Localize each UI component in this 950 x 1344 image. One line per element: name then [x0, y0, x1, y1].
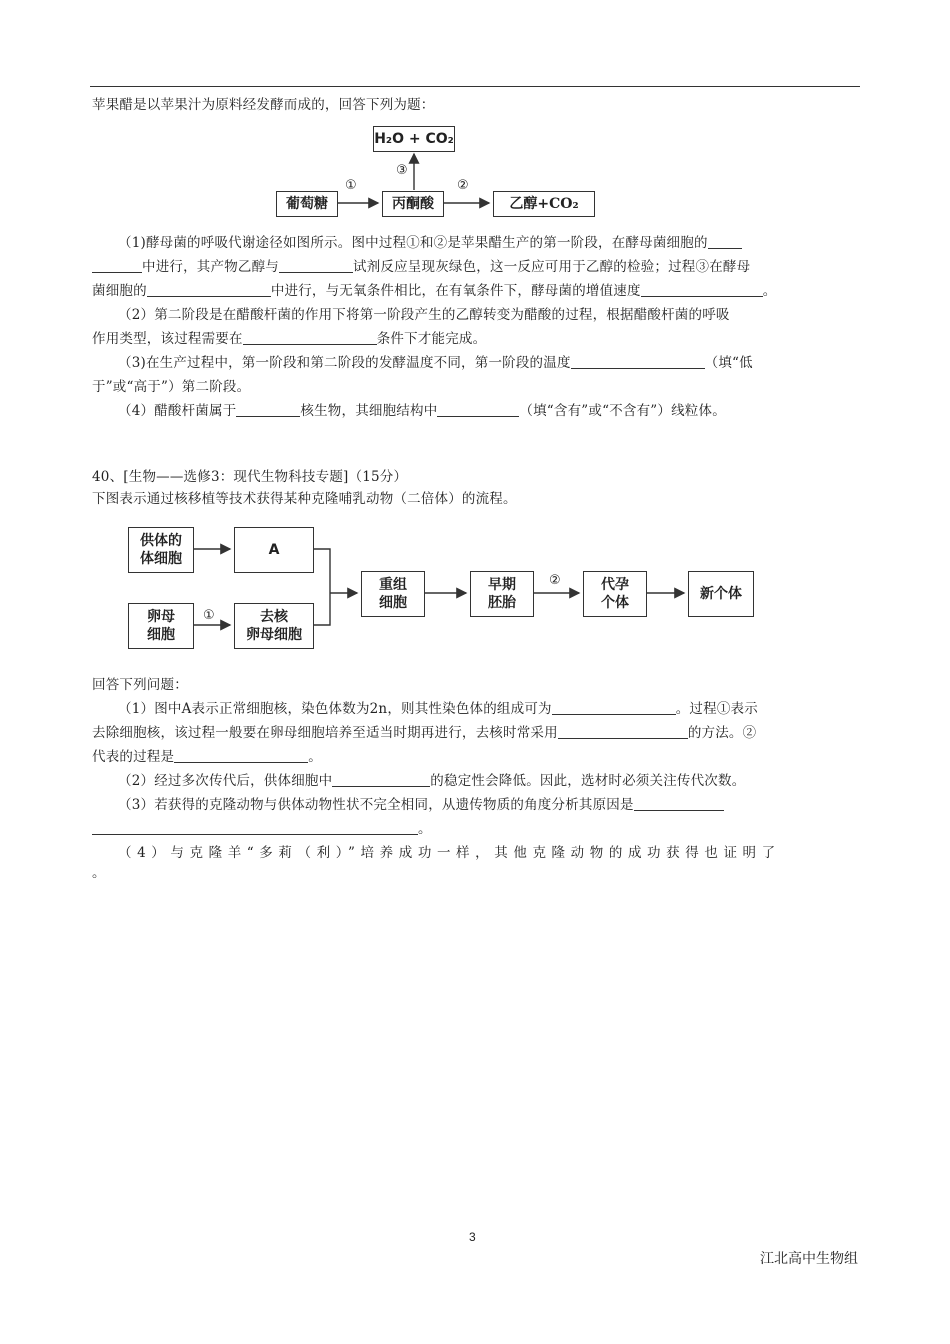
pyruvate-box: 丙酮酸: [382, 191, 444, 217]
process-1-label: ①: [203, 608, 215, 623]
q40-text: （2）经过多次传代后，供体细胞中: [118, 773, 333, 789]
q39-line-4: （2）第二阶段是在醋酸杆菌的作用下将第一阶段产生的乙醇转变为醋酸的过程，根据醋酸杆菌的呼吸: [118, 307, 730, 323]
q39-text: （填“低: [704, 355, 753, 371]
q39-text: 中进行，与无氧条件相比，在有氧条件下，酵母菌的增值速度: [270, 283, 641, 299]
q40-line-3: [92, 746, 322, 768]
q40-prompt: 回答下列问题：: [92, 677, 188, 693]
q40-text: 去除细胞核，该过程一般要在卵母细胞培养至适当时期再进行，去核时常采用: [92, 725, 558, 741]
water-co2-box: H₂O + CO₂: [373, 126, 455, 152]
page-number: 3: [469, 1230, 476, 1244]
new-individual-box: 新个体: [688, 571, 754, 617]
q40-title: 40、[生物——选修3：现代生物科技专题]（15分）: [92, 469, 408, 485]
answer-blank[interactable]: [174, 748, 308, 763]
process-2-label: ②: [549, 573, 561, 588]
q40-text: （1）图中A表示正常细胞核，染色体数为2n，则其性染色体的组成可为: [118, 701, 552, 717]
footer-group: 江北高中生物组: [760, 1251, 858, 1267]
process-2-label: ②: [457, 178, 469, 193]
answer-blank[interactable]: [558, 724, 688, 739]
process-1-label: ①: [345, 178, 357, 193]
intro-text: 苹果醋是以苹果汁为原料经发酵而成的，回答下列为题：: [92, 97, 435, 113]
recombinant-cell-box: 重组 细胞: [361, 571, 425, 617]
q40-text: （3）若获得的克隆动物与供体动物性状不完全相同，从遗传物质的角度分析其原因是: [118, 797, 634, 813]
q39-text: 。: [762, 283, 777, 299]
answer-blank[interactable]: [92, 820, 418, 835]
answer-blank[interactable]: [552, 700, 676, 715]
q39-text: （3)在生产过程中，第一阶段和第二阶段的发酵温度不同，第一阶段的温度: [118, 355, 571, 371]
process-3-label: ③: [396, 163, 408, 178]
q39-text: 试剂反应呈现灰绿色，这一反应可用于乙醇的检验；过程③在酵母: [353, 259, 751, 275]
q39-text: 菌细胞的: [92, 283, 147, 299]
q40-line-5: [118, 794, 724, 816]
q39-text: （4）醋酸杆菌属于: [118, 403, 237, 419]
enucleated-oocyte-box: 去核 卵母细胞: [234, 603, 314, 649]
q39-text: 中进行，其产物乙醇与: [142, 259, 279, 275]
q40-text: 的方法。②: [687, 725, 757, 741]
ethanol-co2-box: 乙醇+CO₂: [493, 191, 595, 217]
q39-text: 核生物，其细胞结构中: [300, 403, 438, 419]
q40-text: 代表的过程是: [92, 749, 175, 765]
q40-text: 的稳定性会降低。因此，选材时必须关注传代次数。: [430, 773, 746, 789]
q40-text: 。: [418, 821, 432, 837]
glucose-box: 葡萄糖: [276, 191, 338, 217]
donor-cell-box: 供体的 体细胞: [128, 527, 194, 573]
q39-text: （填“含有”或“不含有”）线粒体。: [519, 403, 726, 419]
q40-line-7: （4）与克隆羊“多莉（利）”培养成功一样，其他克隆动物的成功获得也证明了: [118, 845, 781, 861]
q40-text: 。: [308, 749, 322, 765]
q40-line-2: [92, 722, 756, 744]
q39-text: 作用类型，该过程需要在: [92, 331, 243, 347]
nucleus-a-box: A: [234, 527, 314, 573]
q40-text: 。过程①表示: [675, 701, 758, 717]
q40-line-4: [118, 770, 745, 792]
q40-intro: 下图表示通过核移植等技术获得某种克隆哺乳动物（二倍体）的流程。: [92, 491, 517, 507]
answer-blank[interactable]: [634, 796, 724, 811]
surrogate-box: 代孕 个体: [583, 571, 647, 617]
q39-text: （1)酵母菌的呼吸代谢途径如图所示。图中过程①和②是苹果醋生产的第一阶段，在酵母菌细胞的: [118, 235, 708, 251]
q40-line-8: 。: [92, 865, 106, 881]
q40-line-1: [118, 698, 758, 720]
q39-text: 条件下才能完成。: [376, 331, 487, 347]
q39-line-7: 于”或“高于”）第二阶段。: [92, 379, 251, 395]
q40-line-6: [92, 818, 432, 840]
oocyte-box: 卵母 细胞: [128, 603, 194, 649]
early-embryo-box: 早期 胚胎: [470, 571, 534, 617]
answer-blank[interactable]: [332, 772, 430, 787]
